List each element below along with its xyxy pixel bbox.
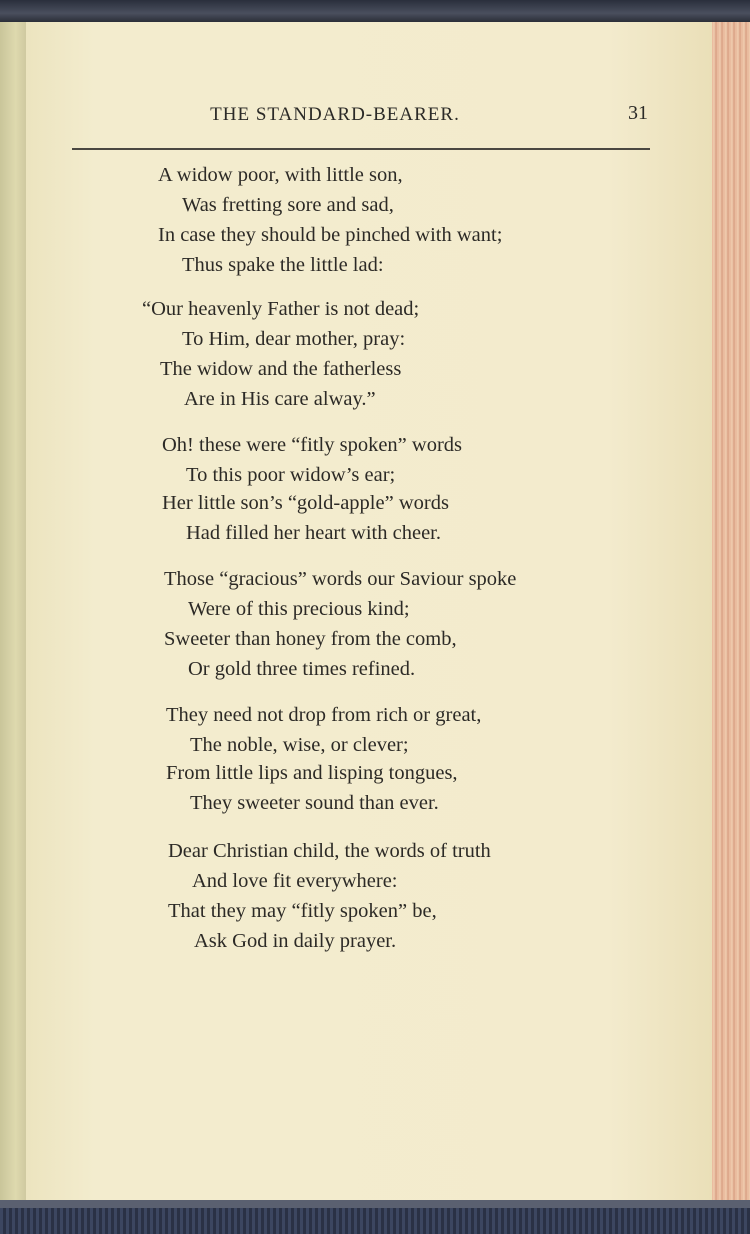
poem-line: Thus spake the little lad:	[182, 254, 384, 276]
poem-line: They sweeter sound than ever.	[190, 792, 439, 814]
book-spine-bottom	[0, 1200, 750, 1234]
poem-line: Dear Christian child, the words of truth	[168, 840, 491, 862]
poem-line: And love fit everywhere:	[192, 870, 398, 892]
page-number: 31	[628, 102, 648, 124]
poem-line: “Our heavenly Father is not dead;	[142, 298, 420, 320]
poem-line: To this poor widow’s ear;	[186, 464, 396, 486]
poem-line: That they may “fitly spoken” be,	[168, 900, 437, 922]
poem-line: Her little son’s “gold-apple” words	[162, 492, 449, 514]
poem-line: Are in His care alway.”	[184, 388, 376, 410]
poem-line: A widow poor, with little son,	[158, 164, 403, 186]
poem-line: The widow and the fatherless	[160, 358, 402, 380]
poem-line: They need not drop from rich or great,	[166, 704, 482, 726]
poem-line: Was fretting sore and sad,	[182, 194, 394, 216]
poem-line: Ask God in daily prayer.	[194, 930, 397, 952]
running-head: THE STANDARD-BEARER.	[210, 104, 460, 125]
poem-line: Oh! these were “fitly spoken” words	[162, 434, 463, 456]
poem-line: Were of this precious kind;	[188, 598, 410, 620]
poem-line: Those “gracious” words our Saviour spoke	[164, 568, 517, 590]
poem-line: In case they should be pinched with want;	[158, 224, 503, 246]
page-edges	[712, 22, 750, 1200]
poem-line: Or gold three times refined.	[188, 658, 416, 680]
poem-line: The noble, wise, or clever;	[190, 734, 409, 756]
poem-line: Had filled her heart with cheer.	[186, 522, 441, 544]
poem-line: Sweeter than honey from the comb,	[164, 628, 457, 650]
poem-line: To Him, dear mother, pray:	[182, 328, 406, 350]
poem-line: From little lips and lisping tongues,	[166, 762, 458, 784]
